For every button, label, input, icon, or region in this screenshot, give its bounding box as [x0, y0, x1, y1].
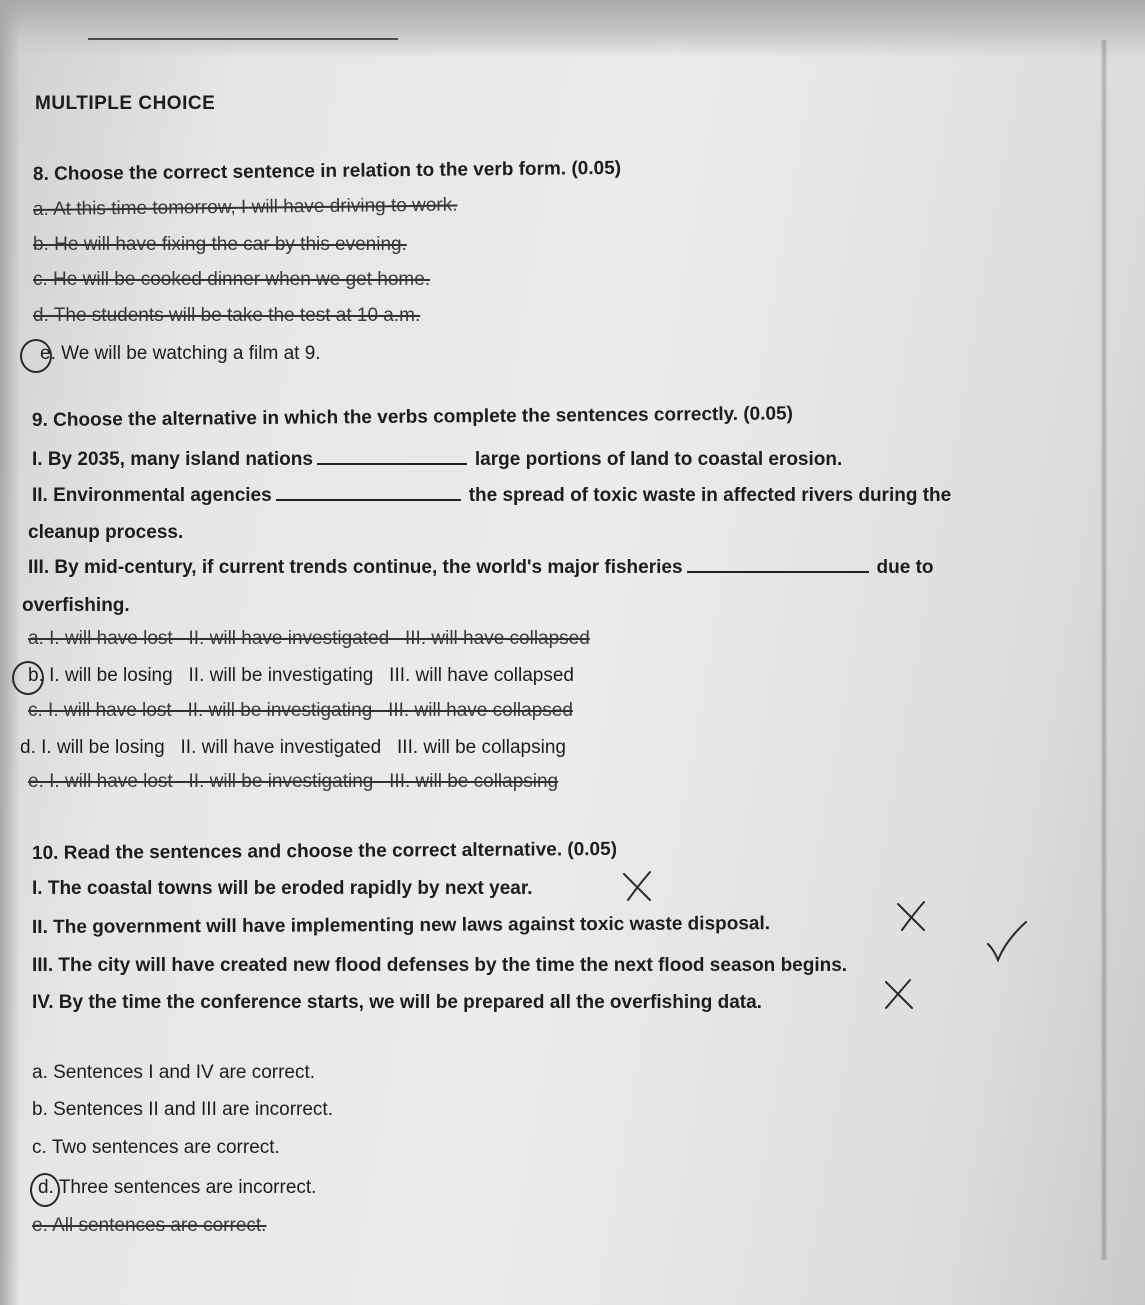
- q8-option-a: a. At this time tomorrow, I will have driving to work.: [32, 194, 458, 220]
- q9-s3-end: due to: [876, 557, 934, 578]
- q9-s2-blank: [276, 483, 461, 501]
- q10-sentence-2: II. The government will have implementing new laws against toxic waste disposal.: [31, 913, 771, 938]
- q9-s2-end: the spread of toxic waste in affected rivers during the: [468, 485, 952, 506]
- q9-s3-start: III. By mid-century, if current trends continue, the world's major fisheries: [28, 557, 683, 578]
- paper-fold: [1100, 40, 1108, 1260]
- page-top-shadow: [0, 0, 1145, 58]
- q9-sentence-1: [32, 447, 842, 472]
- q8-option-d: d. The students will be take the test at 10 a.m.: [33, 305, 421, 326]
- q8-question: 8. Choose the correct sentence in relation to the verb form. (0.05): [32, 157, 622, 185]
- check-mark-icon: [984, 918, 1030, 964]
- q9-s1-end: large portions of land to coastal erosion.: [474, 449, 843, 470]
- q10-option-d: d. Three sentences are incorrect.: [38, 1177, 317, 1198]
- cross-mark-icon: [894, 898, 930, 934]
- q9-option-e: e. I. will have lost II. will be investigating III. will be collapsing: [28, 771, 559, 792]
- q9-s1-start: I. By 2035, many island nations: [32, 449, 313, 470]
- q10-option-a: a. Sentences I and IV are correct.: [32, 1062, 316, 1083]
- cross-mark-icon: [620, 868, 656, 904]
- q9-option-b: b. I. will be losing II. will be investigating III. will have collapsed: [28, 665, 574, 686]
- q9-s3-blank: [687, 555, 869, 573]
- q10-question: 10. Read the sentences and choose the correct alternative. (0.05): [31, 838, 618, 864]
- q8-option-c: c. He will be cooked dinner when we get home.: [33, 269, 431, 290]
- q10-sentence-3: III. The city will have created new flood defenses by the time the next flood season begins.: [32, 955, 848, 976]
- q10-sentence-1: I. The coastal towns will be eroded rapidly by next year.: [32, 878, 533, 899]
- q10-sentence-4: IV. By the time the conference starts, we will be prepared all the overfishing data.: [32, 992, 762, 1013]
- q9-sentence-3-cont: overfishing.: [22, 595, 130, 616]
- q10-option-b: b. Sentences II and III are incorrect.: [32, 1099, 333, 1120]
- q9-option-a: a. I. will have lost II. will have investigated III. will have collapsed: [28, 628, 590, 649]
- header-rule: [88, 38, 398, 40]
- page-left-shadow: [0, 0, 20, 1305]
- q9-option-d: d. I. will be losing II. will have investigated III. will be collapsing: [20, 737, 566, 758]
- cross-mark-icon: [880, 976, 916, 1012]
- q8-option-b: b. He will have fixing the car by this evening.: [33, 234, 407, 255]
- q9-s2-start: II. Environmental agencies: [32, 485, 272, 506]
- q8-option-e: e. We will be watching a film at 9.: [40, 343, 321, 364]
- q10-option-c: c. Two sentences are correct.: [32, 1137, 280, 1158]
- q9-sentence-3: [28, 555, 934, 580]
- q9-sentence-2: [32, 483, 951, 508]
- q9-option-c: c. I. will have lost II. will be investigating III. will have collapsed: [28, 700, 573, 721]
- answer-circle-q8: [20, 339, 52, 373]
- q9-sentence-2-cont: cleanup process.: [28, 522, 184, 543]
- section-heading: MULTIPLE CHOICE: [35, 93, 216, 114]
- answer-circle-q10: [30, 1173, 60, 1207]
- q9-question: 9. Choose the alternative in which the verbs complete the sentences correctly. (0.05): [31, 403, 794, 431]
- answer-circle-q9: [12, 661, 44, 695]
- q10-option-e: e. All sentences are correct.: [32, 1215, 267, 1236]
- q9-s1-blank: [317, 447, 467, 465]
